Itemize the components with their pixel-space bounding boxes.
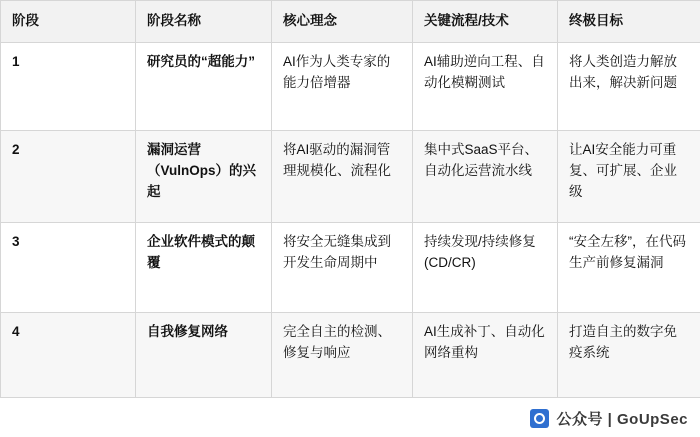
cell-ultimate-goal: 让AI安全能力可重复、可扩展、企业级 xyxy=(558,130,700,222)
cell-ultimate-goal: 打造自主的数字免疫系统 xyxy=(558,312,700,397)
column-header-ultimate-goal: 终极目标 xyxy=(558,1,700,43)
cell-stage-number: 4 xyxy=(1,312,136,397)
cell-key-process: AI辅助逆向工程、自动化模糊测试 xyxy=(413,42,558,130)
table-header xyxy=(1,1,700,43)
cell-stage-name: 自我修复网络 xyxy=(136,312,272,397)
wechat-official-account-icon xyxy=(530,409,549,428)
column-header-stage: 阶段 xyxy=(1,1,136,43)
cell-stage-number: 1 xyxy=(1,42,136,130)
cell-core-idea: 将安全无缝集成到开发生命周期中 xyxy=(272,222,413,312)
table-row xyxy=(1,312,700,397)
cell-core-idea: AI作为人类专家的能力倍增器 xyxy=(272,42,413,130)
cell-key-process: 集中式SaaS平台、自动化运营流水线 xyxy=(413,130,558,222)
header-row xyxy=(1,1,700,43)
column-header-stage-name: 阶段名称 xyxy=(136,1,272,43)
cell-key-process: 持续发现/持续修复 (CD/CR) xyxy=(413,222,558,312)
cell-stage-name: 漏洞运营（VulnOps）的兴起 xyxy=(136,130,272,222)
column-header-key-process: 关键流程/技术 xyxy=(413,1,558,43)
cell-stage-number: 3 xyxy=(1,222,136,312)
cell-stage-name: 研究员的“超能力” xyxy=(136,42,272,130)
cell-key-process: AI生成补丁、自动化网络重构 xyxy=(413,312,558,397)
cell-ultimate-goal: 将人类创造力解放出来，解决新问题 xyxy=(558,42,700,130)
cell-core-idea: 将AI驱动的漏洞管理规模化、流程化 xyxy=(272,130,413,222)
table-body xyxy=(1,42,700,397)
cell-core-idea: 完全自主的检测、修复与响应 xyxy=(272,312,413,397)
table-row xyxy=(1,42,700,130)
cell-ultimate-goal: “安全左移”，在代码生产前修复漏洞 xyxy=(558,222,700,312)
cell-stage-name: 企业软件模式的颠覆 xyxy=(136,222,272,312)
cell-stage-number: 2 xyxy=(1,130,136,222)
watermark-label: 公众号 | GoUpSec xyxy=(556,411,688,428)
column-header-core-idea: 核心理念 xyxy=(272,1,413,43)
watermark xyxy=(524,404,694,433)
table-row xyxy=(1,222,700,312)
table-row xyxy=(1,130,700,222)
